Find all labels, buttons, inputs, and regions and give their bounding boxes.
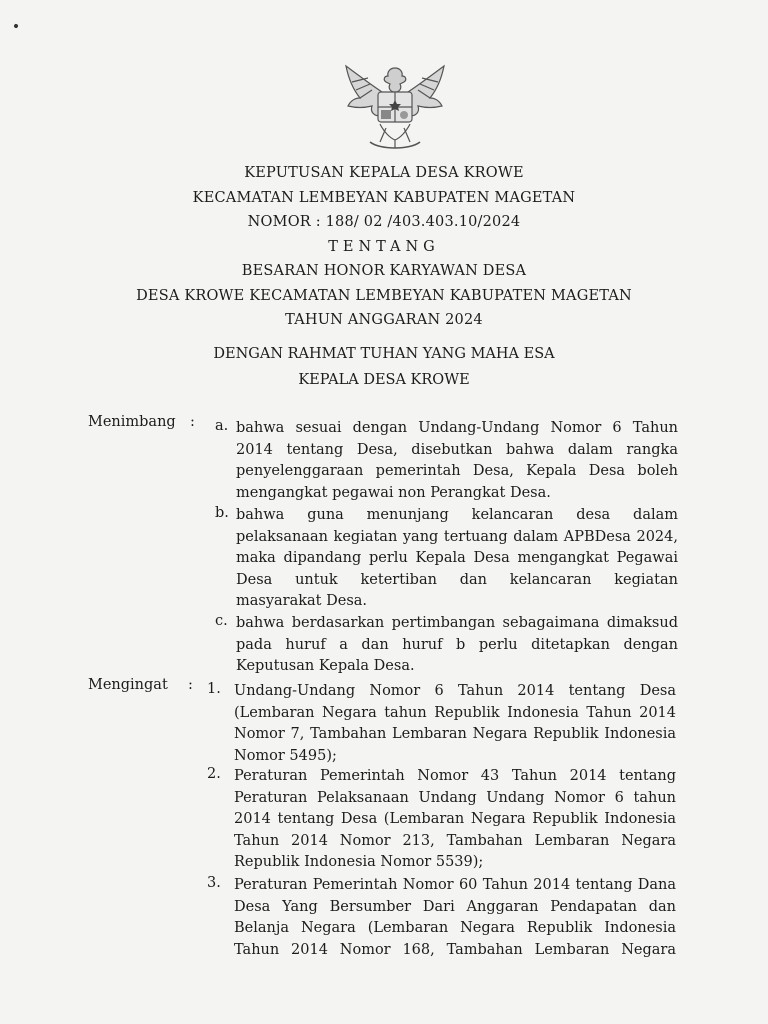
opening-statement bbox=[0, 341, 768, 393]
scan-speck bbox=[13, 23, 18, 28]
menimbang-label: Menimbang bbox=[88, 414, 176, 430]
menimbang-c-line: pada huruf a dan huruf b perlu ditetapkan dengan bbox=[236, 636, 678, 653]
mengingat-2-line: Republik Indonesia Nomor 5539); bbox=[234, 854, 484, 870]
decree-subject-location: DESA KROWE KECAMATAN LEMBEYAN KABUPATEN MAGETAN bbox=[136, 287, 632, 304]
decree-subject: BESARAN HONOR KARYAWAN DESA bbox=[241, 263, 527, 279]
menimbang-a-line: penyelenggaraan pemerintah Desa, Kepala Desa boleh bbox=[236, 463, 678, 479]
menimbang-a-line: 2014 tentang Desa, disebutkan bahwa dalam rangka bbox=[236, 441, 678, 458]
menimbang-b-line: maka dipandang perlu Kepala Desa mengangkat Pegawai bbox=[236, 550, 678, 566]
garuda-emblem-icon bbox=[340, 62, 450, 152]
mengingat-label: Mengingat bbox=[88, 677, 168, 693]
mengingat-3-line: Tahun 2014 Nomor 168, Tambahan Lembaran Negara bbox=[234, 941, 676, 958]
mengingat-1-line: (Lembaran Negara tahun Republik Indonesia Tahun 2014 bbox=[234, 704, 676, 721]
menimbang-b-line: pelaksanaan kegiatan yang tertuang dalam APBDesa 2024, bbox=[236, 528, 678, 545]
mengingat-1-line: Undang-Undang Nomor 6 Tahun 2014 tentang Desa bbox=[234, 683, 676, 699]
mengingat-item-1 bbox=[234, 681, 676, 767]
mengingat-marker-3: 3. bbox=[207, 875, 221, 891]
menimbang-colon: : bbox=[190, 414, 195, 430]
decree-district: KECAMATAN LEMBEYAN KABUPATEN MAGETAN bbox=[192, 189, 576, 206]
mengingat-2-line: Peraturan Pelaksanaan Undang Undang Nomor 6 tahun bbox=[234, 789, 676, 806]
mengingat-1-line: Nomor 5495); bbox=[234, 747, 337, 764]
mengingat-2-line: 2014 tentang Desa (Lembaran Negara Republik Indonesia bbox=[234, 811, 676, 827]
decree-header bbox=[0, 161, 768, 333]
mengingat-3-line: Desa Yang Bersumber Dari Anggaran Pendapatan dan bbox=[234, 898, 676, 915]
menimbang-c-line: bahwa berdasarkan pertimbangan sebagaimana dimaksud bbox=[236, 615, 678, 631]
mengingat-colon: : bbox=[188, 677, 193, 693]
mengingat-3-line: Belanja Negara (Lembaran Negara Republik Indonesia bbox=[234, 920, 676, 936]
mengingat-2-line: Tahun 2014 Nomor 213, Tambahan Lembaran Negara bbox=[234, 832, 676, 849]
opening-authority: KEPALA DESA KROWE bbox=[298, 372, 470, 388]
menimbang-a-line: bahwa sesuai dengan Undang-Undang Nomor 6 Tahun bbox=[236, 420, 678, 436]
mengingat-marker-1: 1. bbox=[207, 681, 221, 697]
menimbang-b-line: Desa untuk ketertiban dan kelancaran kegiatan bbox=[236, 571, 678, 588]
menimbang-marker-a: a. bbox=[215, 418, 229, 434]
menimbang-item-b bbox=[236, 505, 678, 613]
decree-fiscal-year: TAHUN ANGGARAN 2024 bbox=[285, 312, 483, 328]
menimbang-marker-b: b. bbox=[215, 505, 229, 521]
mengingat-item-2 bbox=[234, 766, 676, 874]
menimbang-b-line: bahwa guna menunjang kelancaran desa dalam bbox=[236, 507, 678, 523]
decree-about: TENTANG bbox=[328, 238, 440, 255]
mengingat-marker-2: 2. bbox=[207, 766, 221, 782]
menimbang-marker-c: c. bbox=[215, 613, 228, 629]
decree-number: NOMOR : 188/ 02 /403.403.10/2024 bbox=[247, 214, 521, 230]
mengingat-3-line: Peraturan Pemerintah Nomor 60 Tahun 2014 tentang Dana bbox=[234, 877, 676, 893]
opening-invocation: DENGAN RAHMAT TUHAN YANG MAHA ESA bbox=[213, 346, 555, 362]
mengingat-1-line: Nomor 7, Tambahan Lembaran Negara Republik Indonesia bbox=[234, 726, 676, 742]
menimbang-item-a bbox=[236, 418, 678, 504]
menimbang-item-c bbox=[236, 613, 678, 678]
mengingat-item-3 bbox=[234, 875, 676, 961]
decree-title: KEPUTUSAN KEPALA DESA KROWE bbox=[244, 165, 524, 181]
mengingat-2-line: Peraturan Pemerintah Nomor 43 Tahun 2014 tentang bbox=[234, 768, 676, 784]
menimbang-a-line: mengangkat pegawai non Perangkat Desa. bbox=[236, 484, 551, 501]
menimbang-b-line: masyarakat Desa. bbox=[236, 593, 368, 609]
menimbang-c-line: Keputusan Kepala Desa. bbox=[236, 658, 415, 674]
